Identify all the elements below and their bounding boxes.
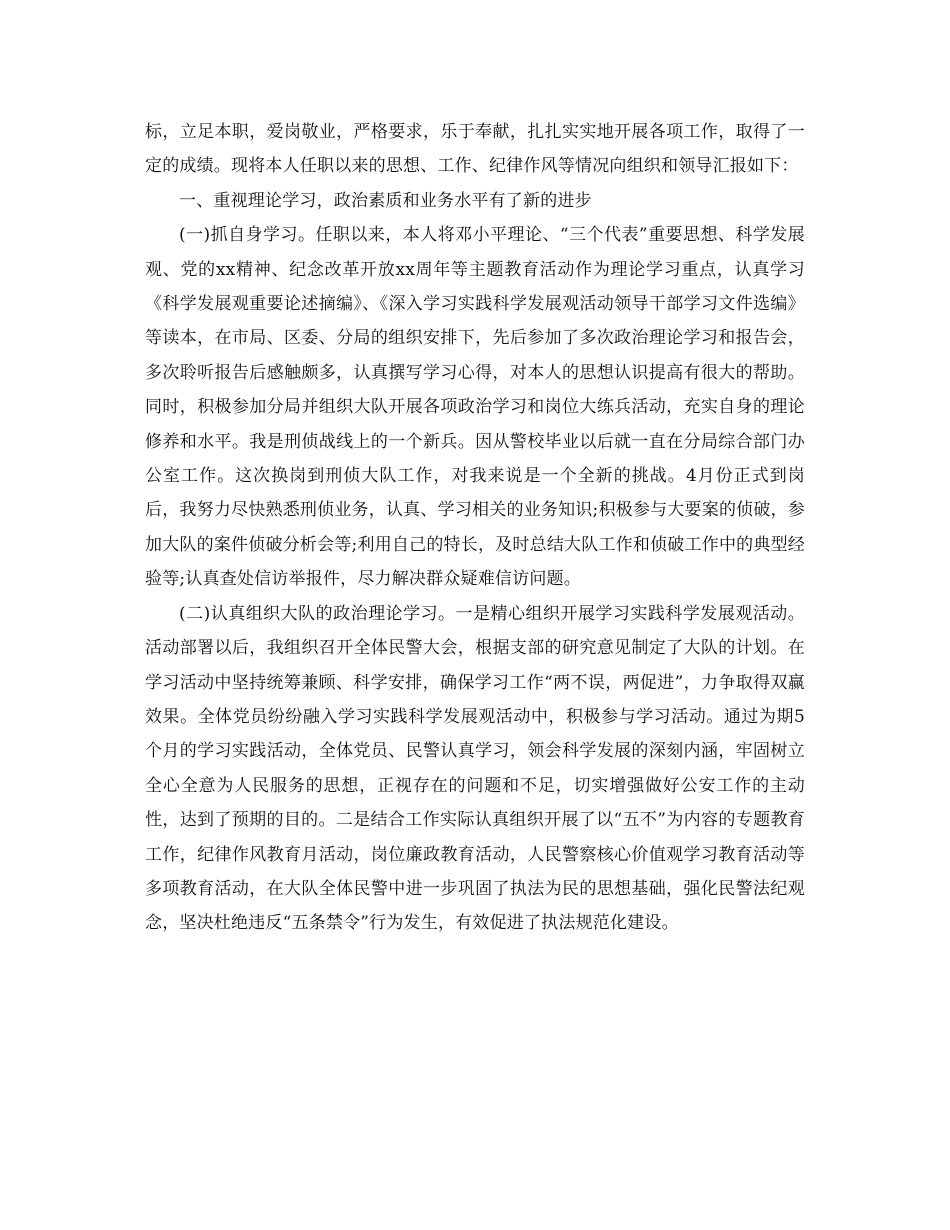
paragraph-intro-continuation: 标，立足本职，爱岗敬业，严格要求，乐于奉献，扎扎实实地开展各项工作，取得了一定的成绩。现将本人任职以来的思想、工作、纪律作风等情况向组织和领导汇报如下： <box>145 122 805 177</box>
document-body <box>145 115 805 941</box>
section-heading-theory-study: 一、重视理论学习，政治素质和业务水平有了新的进步 <box>179 190 592 211</box>
paragraph-team-study: (二)认真组织大队的政治理论学习。一是精心组织开展学习实践科学发展观活动。活动部署以后，我组织召开全体民警大会，根据支部的研究意见制定了大队的计划。在学习活动中坚持统筹兼顾、科学安排，确保学习工作“两不误，两促进”，力争取得双赢效果。全体党员纷纷融入学习实践科学发展观活动中，积极参与学习活动。通过为期5个月的学习实践活动，全体党员、民警认真学习，领会科学发展的深刻内涵，牢固树立全心全意为人民服务的思想，正视存在的问题和不足，切实增强做好公安工作的主动性，达到了预期的目的。二是结合工作实际认真组织开展了以“五不”为内容的专题教育工作，纪律作风教育月活动，岗位廉政教育活动，人民警察核心价值观学习教育活动等多项教育活动，在大队全体民警中进一步巩固了执法为民的思想基础，强化民警法纪观念，坚决杜绝违反“五条禁令”行为发生，有效促进了执法规范化建设。 <box>145 603 805 934</box>
paragraph-self-study: (一)抓自身学习。任职以来，本人将邓小平理论、“三个代表”重要思想、科学发展观、党的xx精神、纪念改革开放xx周年等主题教育活动作为理论学习重点，认真学习《科学发展观重要论述摘编》、《深入学习实践科学发展观活动领导干部学习文件选编》等读本，在市局、区委、分局的组织安排下，先后参加了多次政治理论学习和报告会，多次聆听报告后感触颇多，认真撰写学习心得，对本人的思想认识提高有很大的帮助。同时，积极参加分局并组织大队开展各项政治学习和岗位大练兵活动，充实自身的理论修养和水平。我是刑侦战线上的一个新兵。因从警校毕业以后就一直在分局综合部门办公室工作。这次换岗到刑侦大队工作，对我来说是一个全新的挑战。4月份正式到岗后，我努力尽快熟悉刑侦业务，认真、学习相关的业务知识;积极参与大要案的侦破，参加大队的案件侦破分析会等;利用自己的特长，及时总结大队工作和侦破工作中的典型经验等;认真查处信访举报件，尽力解决群众疑难信访问题。 <box>145 225 805 590</box>
